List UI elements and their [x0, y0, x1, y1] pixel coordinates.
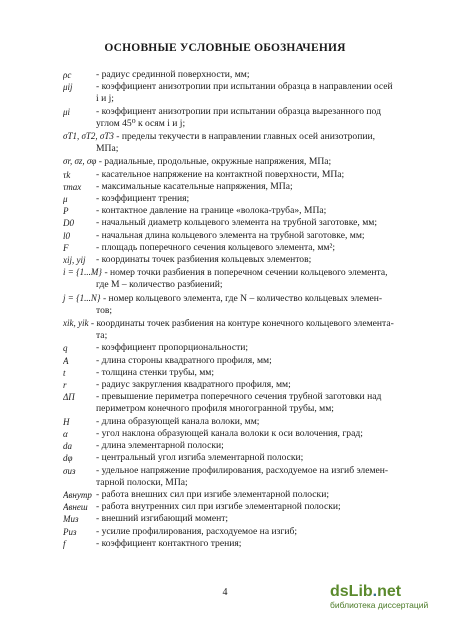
notation-row: [63, 93, 408, 105]
notation-symbol: t: [63, 367, 66, 378]
notation-symbol-inline: σr, σz, σφ: [63, 156, 97, 167]
notation-row: [63, 465, 408, 477]
notation-definition: - коэффициент пропорциональности;: [96, 342, 249, 354]
notation-definition: углом 45⁰ к осям i и j;: [96, 117, 186, 129]
notation-definition: - коэффициент анизотропии при испытании образца в направлении осей: [96, 81, 393, 93]
notation-row: [63, 538, 408, 550]
notation-symbol: Миз: [63, 514, 79, 525]
notation-definition: - пределы текучести в направлении главных осей анизотропии,: [116, 131, 376, 143]
notation-symbol: Риз: [63, 526, 77, 537]
notation-definition: периметром конечного профиля многогранной трубы, мм;: [96, 403, 334, 415]
watermark-logo[interactable]: [330, 584, 448, 616]
notation-row: [63, 355, 408, 367]
notation-row: [63, 305, 408, 317]
notation-row: [63, 169, 408, 181]
notation-symbol: xij, yij: [63, 255, 86, 266]
notation-symbol: q: [63, 343, 68, 354]
notation-row: [63, 155, 408, 168]
page-title: ОСНОВНЫЕ УСЛОВНЫЕ ОБОЗНАЧЕНИЯ: [104, 42, 346, 54]
notation-symbol-inline: σT1, σT2, σT3: [63, 131, 114, 142]
notation-row: [63, 292, 408, 305]
notation-row: [63, 501, 408, 513]
notation-line: [63, 155, 408, 168]
notation-definition: - длина образующей канала волоки, мм;: [96, 415, 260, 427]
notation-symbol: F: [63, 242, 69, 253]
notation-definition: - координаты точек разбиения кольцевых элементов;: [96, 254, 312, 266]
notation-row: [63, 428, 408, 440]
notation-symbol: μ: [63, 194, 68, 205]
notation-definition: где М – количество разбиений;: [96, 279, 223, 291]
notation-definition: - коэффициент анизотропии при испытании образца вырезанного под: [96, 105, 381, 117]
notation-line: [63, 130, 408, 143]
notation-definition: тарной полоски, МПа;: [96, 476, 188, 488]
notation-definition: - толщина стенки трубы, мм;: [96, 366, 215, 378]
notation-row: [63, 130, 408, 143]
notation-line: [63, 292, 408, 305]
notation-list: [63, 69, 408, 550]
notation-definition: - работа внутренних сил при изгибе элементарной полоски;: [96, 501, 341, 513]
notation-definition: - максимальные касательные напряжения, МПа;: [96, 180, 293, 192]
notation-symbol: da: [63, 441, 72, 452]
notation-definition: - начальный диаметр кольцевого элемента на трубной заготовке, мм;: [96, 217, 378, 229]
notation-row: [63, 317, 408, 330]
notation-definition: - координаты точек разбиения на контуре конечного кольцевого элемента-: [90, 318, 394, 330]
notation-row: [63, 416, 408, 428]
watermark-subtitle: библиотека диссертаций: [330, 600, 429, 610]
notation-definition: - радиус срединной поверхности, мм;: [96, 69, 250, 80]
notation-row: [63, 118, 408, 130]
notation-row: [63, 106, 408, 118]
notation-symbol: f: [63, 538, 66, 549]
notation-symbol: α: [63, 428, 68, 439]
notation-definition: - контактное давление на границе «волока-труба», МПа;: [96, 205, 327, 217]
notation-symbol-inline: j = {1...N}: [63, 292, 101, 303]
notation-definition: - номер точки разбиения в поперечном сечении кольцевого элемента,: [104, 267, 388, 279]
notation-definition: - начальная длина кольцевого элемента на трубной заготовке, мм;: [96, 229, 365, 241]
notation-row: [63, 403, 408, 415]
notation-row: [63, 367, 408, 379]
notation-symbol: [63, 279, 93, 291]
notation-definition: - внешний изгибающий момент;: [96, 513, 229, 525]
notation-row: [63, 254, 408, 266]
notation-symbol: Авнеш: [63, 502, 88, 513]
watermark-brand: [330, 584, 448, 600]
notation-symbol: [63, 403, 93, 415]
notation-row: [63, 81, 408, 93]
notation-row: [63, 230, 408, 242]
notation-row: [63, 391, 408, 403]
notation-symbol-inline: xik, yik: [63, 318, 89, 329]
notation-row: [63, 279, 408, 291]
notation-symbol: ρc: [63, 70, 72, 80]
notation-row: [63, 205, 408, 217]
notation-definition: - длина стороны квадратного профиля, мм;: [96, 354, 272, 366]
notation-symbol: D0: [63, 218, 74, 229]
watermark-brand-main: dsLib: [330, 583, 373, 600]
watermark-brand-dot: .: [372, 583, 378, 600]
notation-definition: - коэффициент трения;: [96, 193, 190, 205]
notation-row: [63, 489, 408, 501]
notation-definition: - коэффициент контактного трения;: [96, 537, 242, 549]
notation-definition: МПа;: [96, 143, 119, 155]
notation-row: [63, 217, 408, 229]
notation-row: [63, 513, 408, 525]
notation-symbol: [63, 305, 93, 317]
notation-symbol: A: [63, 355, 69, 366]
notation-symbol: l0: [63, 230, 71, 241]
notation-definition: та;: [96, 330, 108, 342]
notation-definition: - центральный угол изгиба элементарной полоски;: [96, 452, 304, 464]
notation-row: [63, 181, 408, 193]
notation-symbol: [63, 330, 93, 342]
notation-row: [63, 342, 408, 354]
notation-row: [63, 526, 408, 538]
notation-definition: - угол наклона образующей канала волоки к оси волочения, град;: [96, 427, 363, 439]
notation-row: [63, 143, 408, 155]
notation-definition: i и j;: [96, 93, 114, 105]
notation-symbol: Авнутр: [63, 489, 92, 500]
notation-symbol: [63, 477, 93, 489]
notation-row: [63, 379, 408, 391]
notation-definition: - превышение периметра поперечного сечения трубной заготовки над: [96, 391, 382, 403]
notation-definition: - радиальные, продольные, окружные напряжения, МПа;: [98, 156, 332, 168]
notation-definition: тов;: [96, 304, 113, 316]
watermark-brand-tld: net: [377, 583, 402, 600]
notation-row: [63, 193, 408, 205]
notation-row: [63, 330, 408, 342]
notation-symbol: ΔП: [63, 392, 75, 403]
page-number: 4: [222, 587, 228, 598]
notation-definition: - усилие профилирования, расходуемое на изгиб;: [96, 525, 298, 537]
notation-symbol: μi: [63, 106, 71, 117]
notation-row: [63, 452, 408, 464]
notation-symbol: τmax: [63, 181, 82, 192]
notation-symbol: [63, 143, 93, 155]
notation-definition: - номер кольцевого элемента, где N – количество кольцевых элемен-: [102, 292, 383, 304]
notation-symbol: H: [63, 416, 70, 427]
notation-row: [63, 266, 408, 279]
notation-definition: - площадь поперечного сечения кольцевого элемента, мм²;: [96, 241, 336, 253]
notation-row: [63, 242, 408, 254]
notation-definition: - длина элементарной полоски;: [96, 440, 224, 452]
notation-symbol-inline: i = {1...M}: [63, 267, 103, 278]
notation-symbol: μij: [63, 82, 73, 93]
notation-row: [63, 69, 408, 81]
notation-symbol: [63, 118, 93, 130]
notation-definition: - работа внешних сил при изгибе элементарной полоски;: [96, 488, 330, 500]
notation-symbol: [63, 93, 93, 105]
notation-symbol: σиз: [63, 465, 76, 476]
notation-symbol: τk: [63, 169, 71, 180]
notation-definition: - касательное напряжение на контактной поверхности, МПа;: [96, 168, 345, 180]
notation-row: [63, 477, 408, 489]
notation-row: [63, 440, 408, 452]
notation-symbol: P: [63, 206, 69, 217]
notation-symbol: r: [63, 380, 67, 391]
notation-line: [63, 317, 408, 330]
notation-symbol: dφ: [63, 453, 73, 464]
notation-definition: - удельное напряжение профилирования, расходуемое на изгиб элемен-: [96, 464, 389, 476]
notation-line: [63, 266, 408, 279]
notation-definition: - радиус закругления квадратного профиля, мм;: [96, 379, 291, 391]
